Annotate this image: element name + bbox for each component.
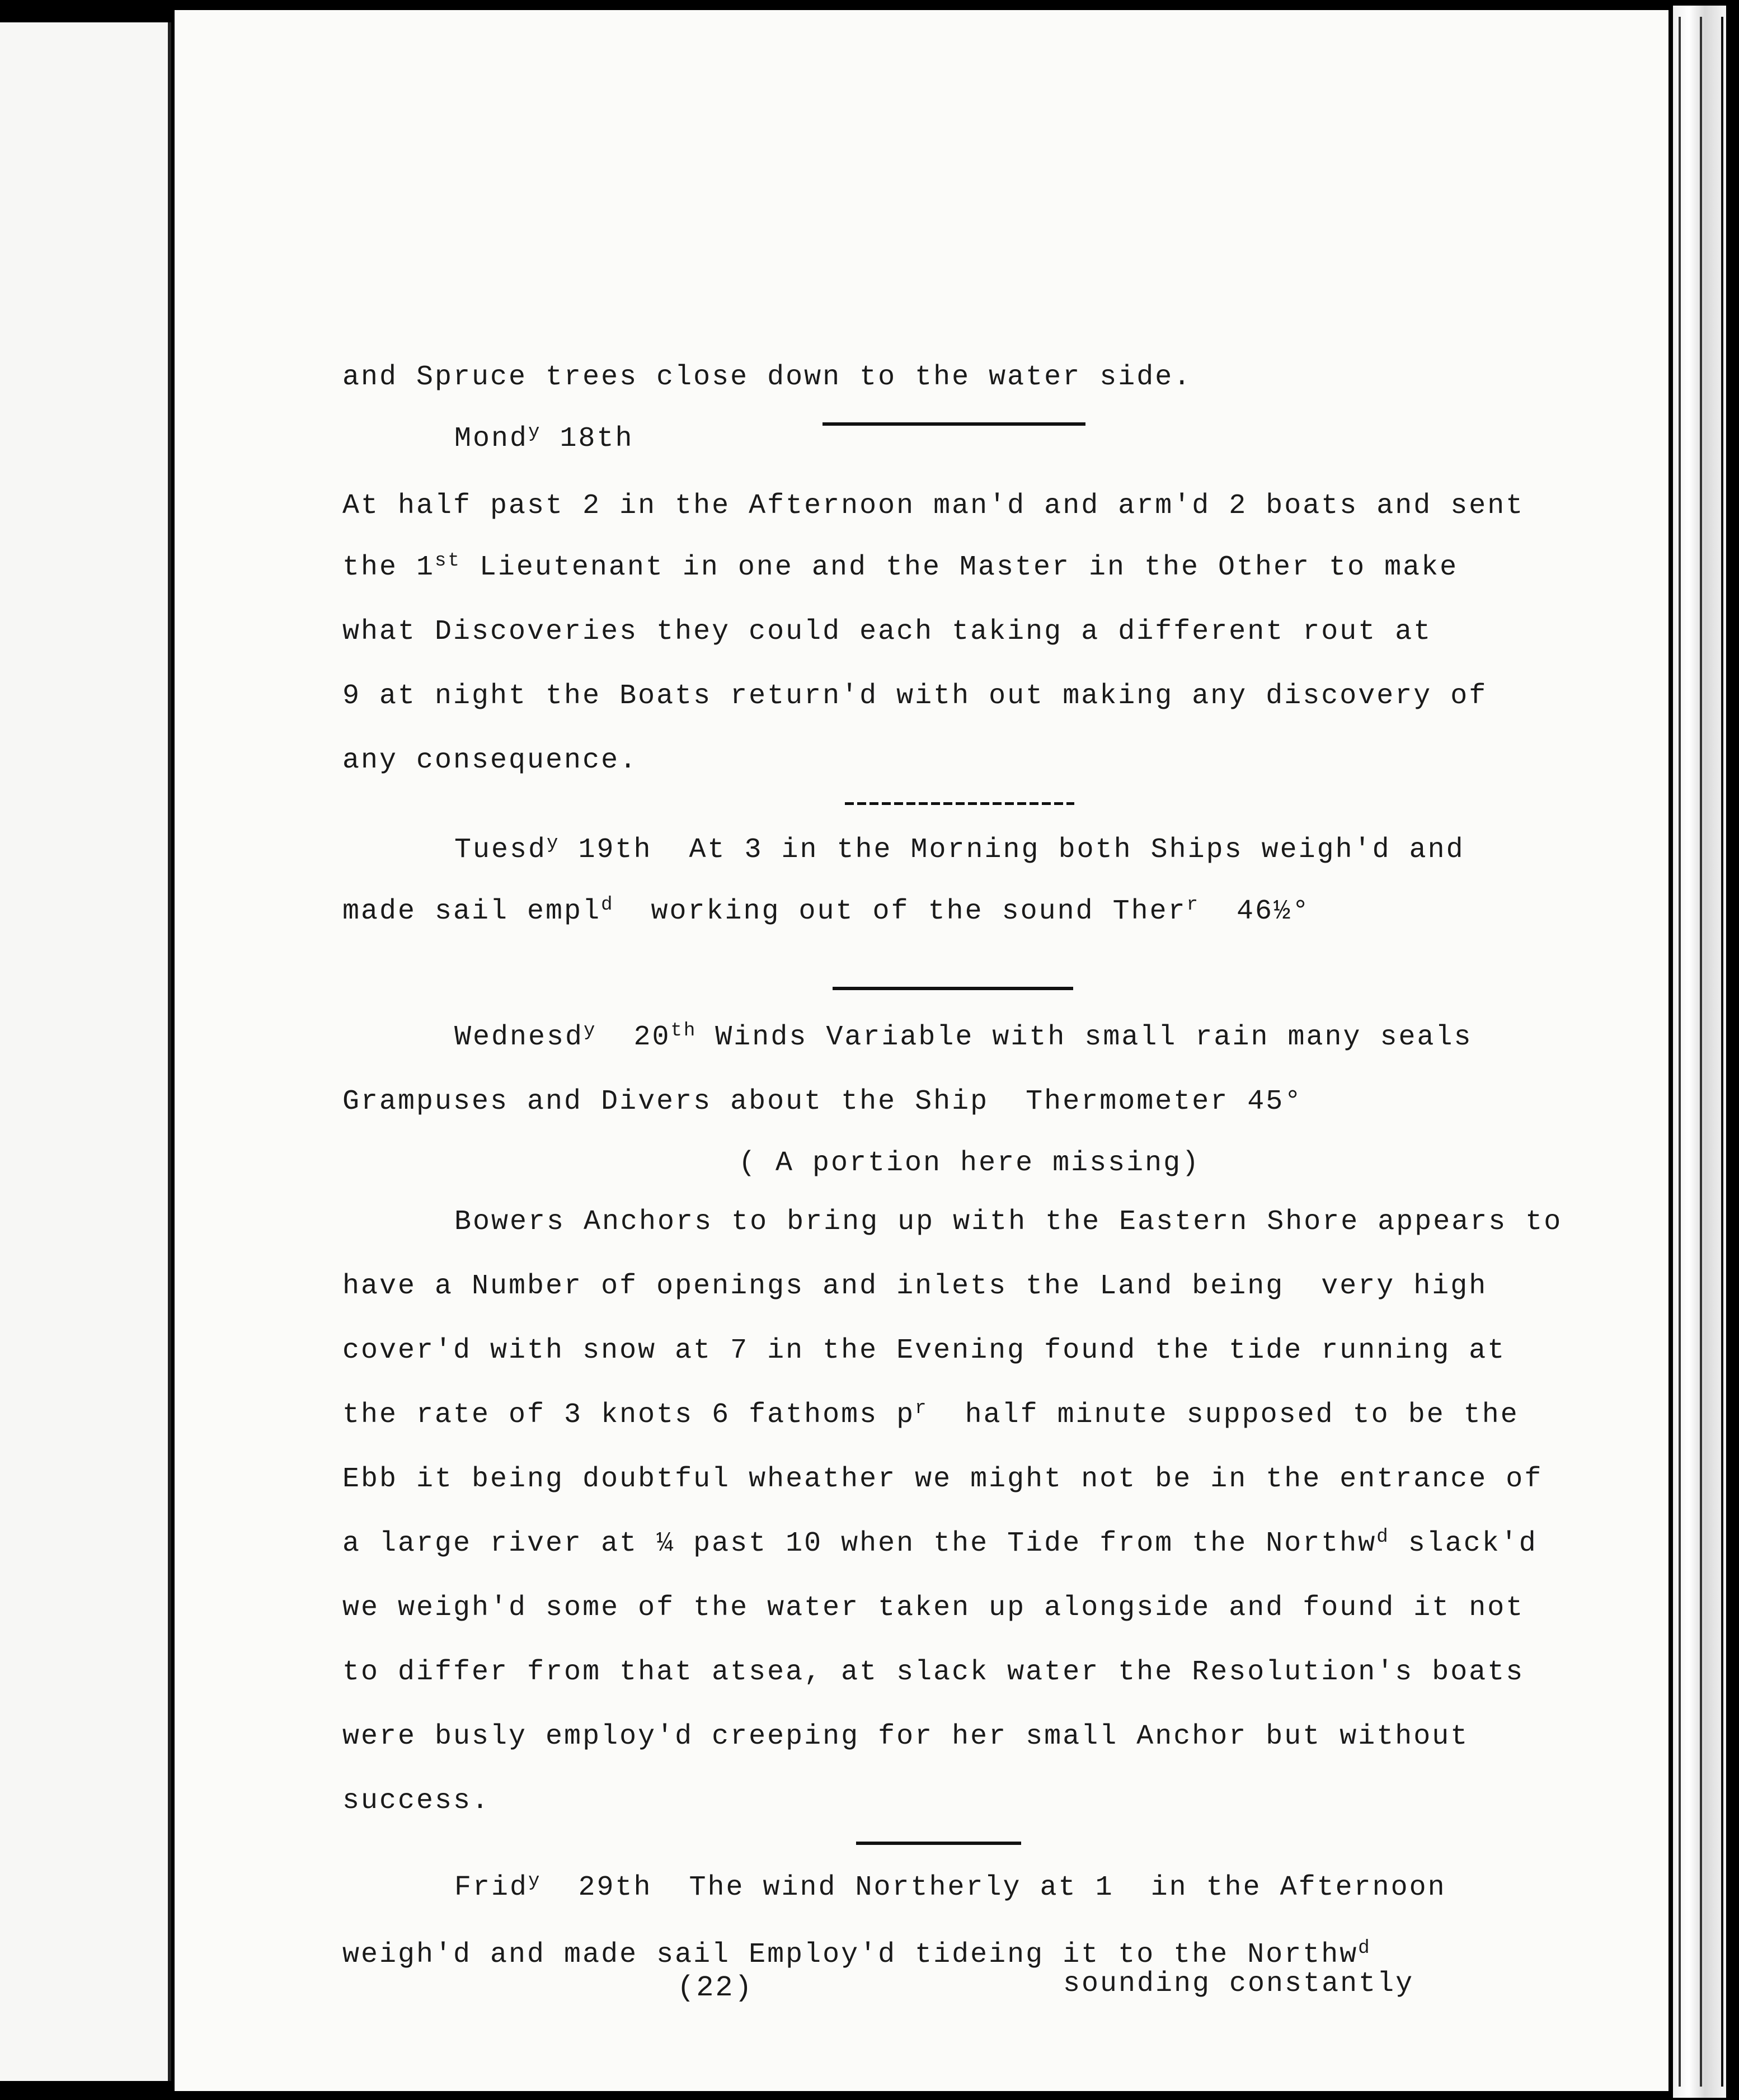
- text-line: [342, 1594, 1524, 1622]
- section-divider: [822, 422, 1085, 426]
- page-edge-line: [1679, 17, 1681, 2087]
- text-run: were busly employ'd creeping for her small Anchor but without: [342, 1721, 1469, 1753]
- superscript: y: [528, 422, 542, 443]
- text-run: slack'd: [1389, 1528, 1538, 1560]
- text-run: Tuesd: [454, 834, 547, 866]
- text-run: have a Number of openings and inlets the Land being very high: [342, 1270, 1488, 1302]
- page-edge-line: [1700, 17, 1702, 2087]
- text-run: 46½°: [1200, 896, 1311, 927]
- section-divider: [845, 802, 1074, 805]
- superscript: d: [601, 894, 614, 916]
- text-run: 20: [596, 1021, 671, 1053]
- text-run: Mond: [454, 423, 529, 455]
- text-line: [454, 833, 1465, 866]
- text-run: and Spruce trees close down to the water side.: [342, 361, 1192, 393]
- text-run: weigh'd and made sail Employ'd tideing it to the Northw: [342, 1939, 1359, 1971]
- page-edge-line: [1721, 17, 1723, 2087]
- text-line: [342, 1723, 1469, 1751]
- text-run: Frid: [454, 1872, 529, 1904]
- text-line: [342, 1337, 1506, 1365]
- text-line: [342, 1270, 1488, 1302]
- text-run: 9 at night the Boats return'd with out making any discovery of: [342, 680, 1488, 712]
- text-run: made sail empl: [342, 896, 601, 927]
- facing-page-edge: [0, 22, 171, 2081]
- text-run: success.: [342, 1785, 491, 1817]
- margin-note: [1063, 1970, 1414, 1998]
- text-run: any consequence.: [342, 745, 638, 776]
- text-run: the 1: [342, 552, 435, 583]
- page-number: (22): [677, 1971, 754, 2004]
- superscript: y: [528, 1871, 542, 1892]
- superscript: st: [435, 550, 461, 572]
- text-run: Lieutenant in one and the Master in the Other to make: [460, 552, 1459, 583]
- text-run: what Discoveries they could each taking a different rout at: [342, 616, 1432, 648]
- text-line: [454, 1020, 1473, 1053]
- superscript: y: [584, 1020, 597, 1042]
- text-line: [342, 747, 638, 775]
- text-line: [454, 422, 634, 455]
- section-divider: [856, 1842, 1021, 1845]
- text-line: [342, 361, 1192, 393]
- text-run: 29th The wind Northerly at 1 in the Afternoon: [541, 1872, 1446, 1904]
- text-line: [454, 1208, 1562, 1236]
- text-line: [342, 550, 1459, 583]
- text-line: [342, 492, 1524, 520]
- text-run: to differ from that atsea, at slack water the Resolution's boats: [342, 1656, 1525, 1688]
- text-line: [342, 894, 1311, 927]
- text-run: Grampuses and Divers about the Ship Thermometer 45°: [342, 1086, 1303, 1118]
- text-run: we weigh'd some of the water taken up alongside and found it not: [342, 1592, 1525, 1624]
- text-run: the rate of 3 knots 6 fathoms p: [342, 1399, 915, 1431]
- text-run: Bowers Anchors to bring up with the Eastern Shore appears to: [454, 1206, 1563, 1238]
- text-line: [342, 1088, 1303, 1116]
- superscript: d: [1358, 1938, 1371, 1959]
- text-run: 19th At 3 in the Morning both Ships weigh'd and: [560, 834, 1465, 866]
- text-run: working out of the sound Ther: [614, 896, 1187, 927]
- text-run: Ebb it being doubtful wheather we might not be in the entrance of: [342, 1463, 1543, 1495]
- superscript: y: [547, 833, 560, 854]
- text-run: sounding constantly: [1063, 1968, 1414, 2000]
- text-run: 18th: [541, 423, 634, 455]
- text-line: [342, 1527, 1538, 1560]
- text-line: [342, 1938, 1371, 1971]
- text-line: [342, 618, 1432, 646]
- text-line: [342, 1787, 490, 1815]
- text-line: [342, 682, 1487, 710]
- superscript: th: [670, 1020, 697, 1042]
- section-divider: [833, 987, 1073, 990]
- text-run: ( A portion here missing): [739, 1147, 1201, 1179]
- text-run: a large river at ¼ past 10 when the Tide from the Northw: [342, 1528, 1377, 1560]
- text-run: At half past 2 in the Afternoon man'd and arm'd 2 boats and sent: [342, 490, 1525, 522]
- text-run: cover'd with snow at 7 in the Evening found the tide running at: [342, 1335, 1506, 1367]
- superscript: d: [1376, 1527, 1390, 1548]
- text-line: [342, 1463, 1543, 1495]
- superscript: r: [915, 1398, 928, 1419]
- text-line: [454, 1871, 1446, 1904]
- text-line: [739, 1147, 1201, 1179]
- text-run: Winds Variable with small rain many seals: [697, 1021, 1473, 1053]
- text-line: [342, 1398, 1519, 1431]
- superscript: r: [1186, 894, 1200, 916]
- text-run: half minute supposed to be the: [928, 1399, 1519, 1431]
- text-line: [342, 1656, 1525, 1688]
- text-run: Wednesd: [454, 1021, 584, 1053]
